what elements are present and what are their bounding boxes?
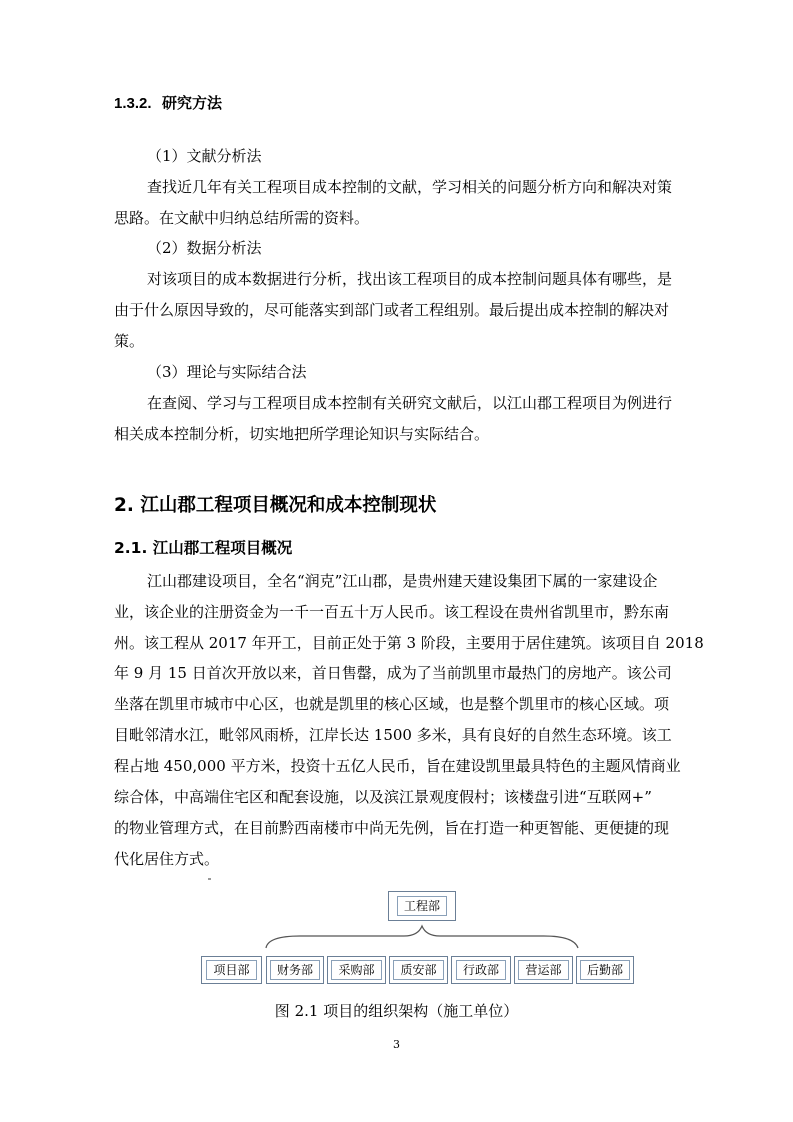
paragraph-line: 策。 xyxy=(114,332,145,350)
paragraph-line: 由于什么原因导致的，尽可能落实到部门或者工程组别。最后提出成本控制的解决对 xyxy=(114,301,670,319)
org-dept-box xyxy=(327,956,386,984)
org-dept-box xyxy=(514,956,573,984)
paragraph-line: 业，该企业的注册资金为一千一百五十万人民币。该工程设在贵州省凯里市，黔东南 xyxy=(114,603,670,621)
paragraph-line: 思路。在文献中归纳总结所需的资料。 xyxy=(114,209,370,227)
org-root-label: 工程部 xyxy=(397,896,447,916)
paragraph-line: 在查阅、学习与工程项目成本控制有关研究文献后，以江山郡工程项目为例进行 xyxy=(147,394,673,412)
section-title: 研究方法 xyxy=(161,94,222,112)
method-2-label: （2）数据分析法 xyxy=(147,239,262,257)
scan-mark xyxy=(208,878,211,880)
org-dept-box xyxy=(266,956,324,984)
org-dept-label: 采购部 xyxy=(331,960,381,980)
page-number: 3 xyxy=(393,1038,400,1051)
method-3-label: （3）理论与实际结合法 xyxy=(147,363,307,381)
paragraph-line: 坐落在凯里市城市中心区，也就是凯里的核心区域，也是整个凯里市的核心区域。项 xyxy=(114,695,670,713)
paragraph-line: 代化居住方式。 xyxy=(114,850,220,868)
paragraph-line: 相关成本控制分析，切实地把所学理论知识与实际结合。 xyxy=(114,425,490,443)
paragraph-line: 综合体，中高端住宅区和配套设施，以及滨江景观度假村；该楼盘引进“互联网+” xyxy=(114,788,652,806)
figure-caption: 图 2.1 项目的组织架构（施工单位） xyxy=(274,1002,519,1020)
paragraph-line: 的物业管理方式，在目前黔西南楼市中尚无先例，旨在打造一种更智能、更便捷的现 xyxy=(114,819,670,837)
org-dept-box xyxy=(576,956,634,984)
org-dept-label: 行政部 xyxy=(456,960,506,980)
org-dept-box xyxy=(201,956,262,984)
org-dept-box xyxy=(389,956,448,984)
section-heading-2-1: 2.1. 江山郡工程项目概况 xyxy=(114,539,293,557)
chapter-heading-2: 2. 江山郡工程项目概况和成本控制现状 xyxy=(114,495,437,516)
org-dept-label: 后勤部 xyxy=(580,960,630,980)
section-number: 1.3.2. xyxy=(114,95,152,112)
method-1-label: （1）文献分析法 xyxy=(147,147,262,165)
org-dept-label: 质安部 xyxy=(393,960,443,980)
paragraph-line: 查找近几年有关工程项目成本控制的文献，学习相关的问题分析方向和解决对策 xyxy=(147,178,673,196)
org-root-box xyxy=(388,891,456,921)
paragraph-line: 州。该工程从 2017 年开工，目前正处于第 3 阶段，主要用于居住建筑。该项目自 2018 xyxy=(114,634,704,652)
paragraph-line: 目毗邻清水江，毗邻风雨桥，江岸长达 1500 多米，具有良好的自然生态环境。该工 xyxy=(114,726,672,744)
org-dept-label: 财务部 xyxy=(270,960,320,980)
org-dept-label: 营运部 xyxy=(518,960,568,980)
paragraph-line: 程占地 450,000 平方米，投资十五亿人民币，旨在建设凯里最具特色的主题风情商业 xyxy=(114,757,681,775)
paragraph-line: 对该项目的成本数据进行分析，找出该工程项目的成本控制问题具体有哪些，是 xyxy=(147,270,673,288)
paragraph-line: 年 9 月 15 日首次开放以来，首日售罄，成为了当前凯里市最热门的房地产。该公司 xyxy=(114,664,672,682)
org-dept-box xyxy=(451,956,511,984)
section-heading-1-3-2 xyxy=(114,92,222,113)
org-dept-label: 项目部 xyxy=(206,960,256,980)
paragraph-line: 江山郡建设项目，全名“润克”江山郡，是贵州建天建设集团下属的一家建设企 xyxy=(147,572,658,590)
